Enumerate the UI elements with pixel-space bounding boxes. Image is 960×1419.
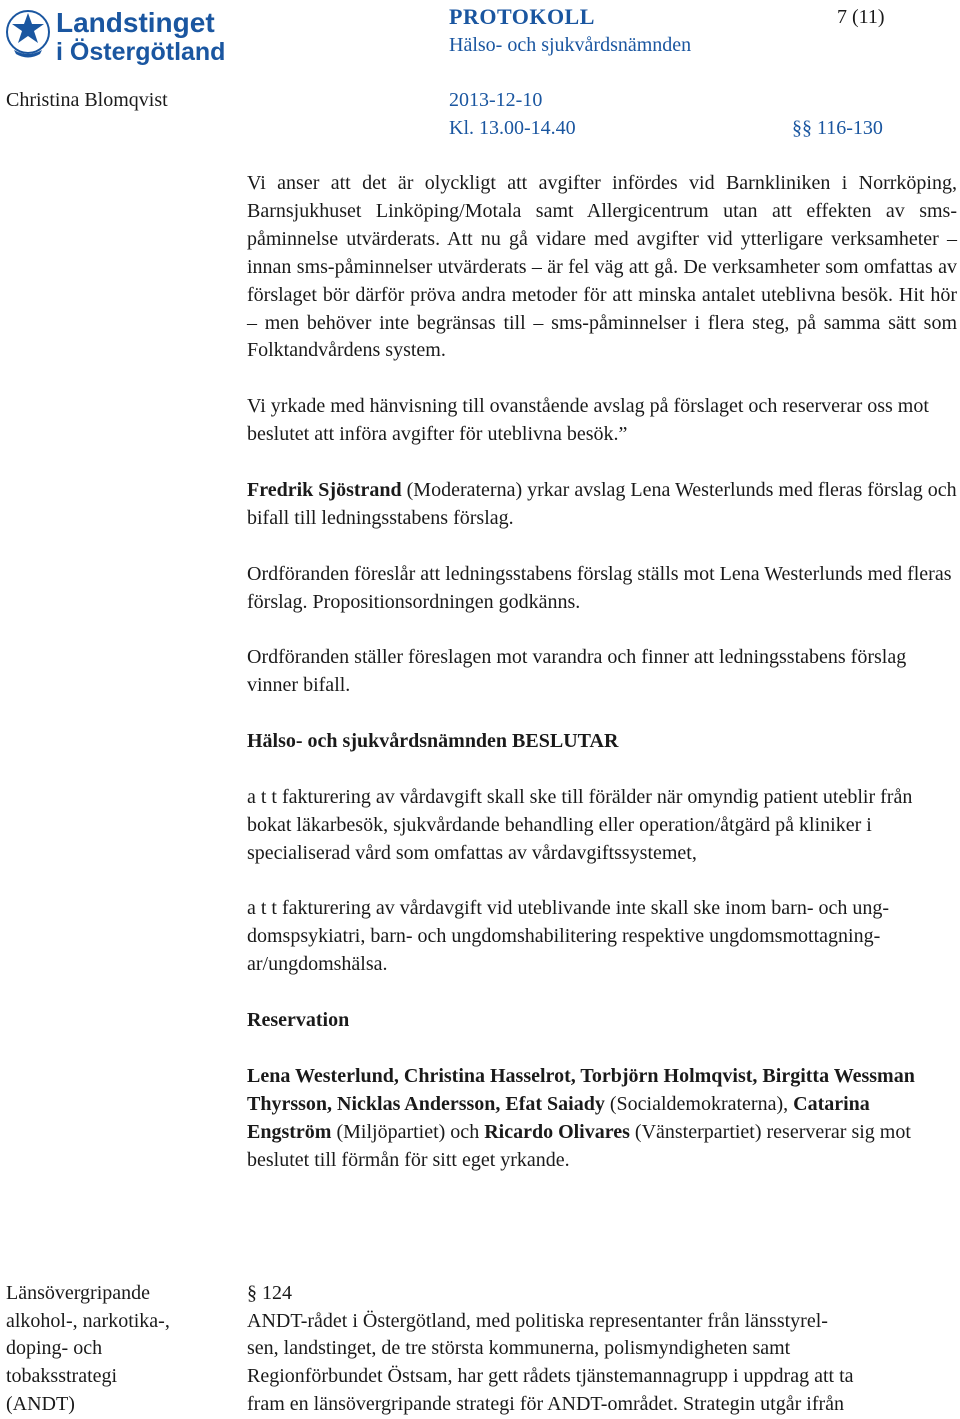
- logo-line2: i Östergötland: [56, 38, 226, 66]
- decision-item: a t t fakturering av vårdavgift skall ske till förälder när omyndig patient uteblir från bokat läkarbesök, sjukvårdande behandling eller operation/åtgärd på kliniker i specialiserad vård som omfattas av vårdavgiftssystemet,: [247, 785, 913, 864]
- paragraph: Vi yrkade med hänvisning till ovanstående avslag på förslaget och reserverar oss mot beslutet att införa avgifter för uteblivna besök.”: [247, 395, 929, 446]
- decision-item: a t t fakturering av vårdavgift vid uteblivande inte skall ske inom barn- och ung-domspsykiatri, barn- och ungdomshabilitering respektive ungdomsmottagning-ar/ungdomshälsa.: [247, 897, 890, 976]
- committee-name: Hälso- och sjukvårdsnämnden: [449, 34, 692, 56]
- page-number: 7 (11): [837, 6, 885, 28]
- section-line: Regionförbundet Östsam, har gett rådets tjänstemannagrupp i uppdrag att ta: [247, 1365, 854, 1388]
- meeting-time: Kl. 13.00-14.40: [449, 117, 576, 139]
- paragraph: Fredrik Sjöstrand (Moderaterna) yrkar avslag Lena Westerlunds med fleras förslag och bifall till ledningsstabens förslag.: [247, 478, 957, 529]
- meeting-date: 2013-12-10: [449, 89, 543, 111]
- section-line: ANDT-rådet i Östergötland, med politiska representanter från länsstyrel-: [247, 1309, 828, 1332]
- paragraph: Vi anser att det är olyckligt att avgifter infördes vid Barnkliniken i Norrköping, Barnsjukhuset Linköping/Motala samt Allergicentrum utan att effekten av sms-påminnelse utvärderats. Att nu gå vidare med avgifter vid ytterligare verksamheter – innan sms-påminnelser utvärderats – är fel väg att gå. De verksamheter som omfattas av förslaget bör därför pröva andra metoder för att minska antalet uteblivna besök. Hit hör – men behöver inte begränsas till – sms-påminnelser i flera steg, på samma sätt som Folktandvårdens system.: [247, 172, 957, 362]
- paragraph: Ordföranden ställer föreslagen mot varandra och finner att ledningsstabens förslag vinner bifall.: [247, 646, 907, 697]
- paragraph: Ordföranden föreslår att ledningsstabens förslag ställs mot Lena Westerlunds med fleras förslag. Propositionsordningen godkänns.: [247, 562, 952, 613]
- secretary-name: Christina Blomqvist: [6, 89, 168, 111]
- section-line: sen, landstinget, de tre största kommunerna, polismyndigheten samt: [247, 1337, 791, 1360]
- section-number: § 124: [247, 1282, 292, 1304]
- logo-line1: Landstinget: [56, 7, 215, 38]
- reservation-text: Lena Westerlund, Christina Hasselrot, Torbjörn Holmqvist, Birgitta Wessman Thyrsson, Nicklas Andersson, Efat Saiady (Socialdemokraterna), Catarina Engström (Miljöpartiet) och Ricardo Olivares (Vänsterpartiet) reserverar sig mot beslutet till förmån för sitt eget yrkande.: [247, 1064, 915, 1171]
- section-range: §§ 116-130: [792, 117, 883, 139]
- speaker-name: Fredrik Sjöstrand: [247, 478, 402, 501]
- section-line: fram en länsövergripande strategi för ANDT-området. Strategin utgår ifrån: [247, 1392, 845, 1415]
- reservation-heading: Reservation: [247, 1009, 350, 1032]
- minutes-body: [247, 170, 957, 1174]
- landstinget-logo-icon: [4, 2, 254, 66]
- document-title: PROTOKOLL: [449, 4, 595, 29]
- decision-heading: Hälso- och sjukvårdsnämnden BESLUTAR: [247, 730, 619, 753]
- next-section: [247, 1280, 957, 1419]
- section-sidebar-title: Länsövergripande alkohol-, narkotika-, doping- och tobaksstrategi (ANDT): [6, 1282, 170, 1415]
